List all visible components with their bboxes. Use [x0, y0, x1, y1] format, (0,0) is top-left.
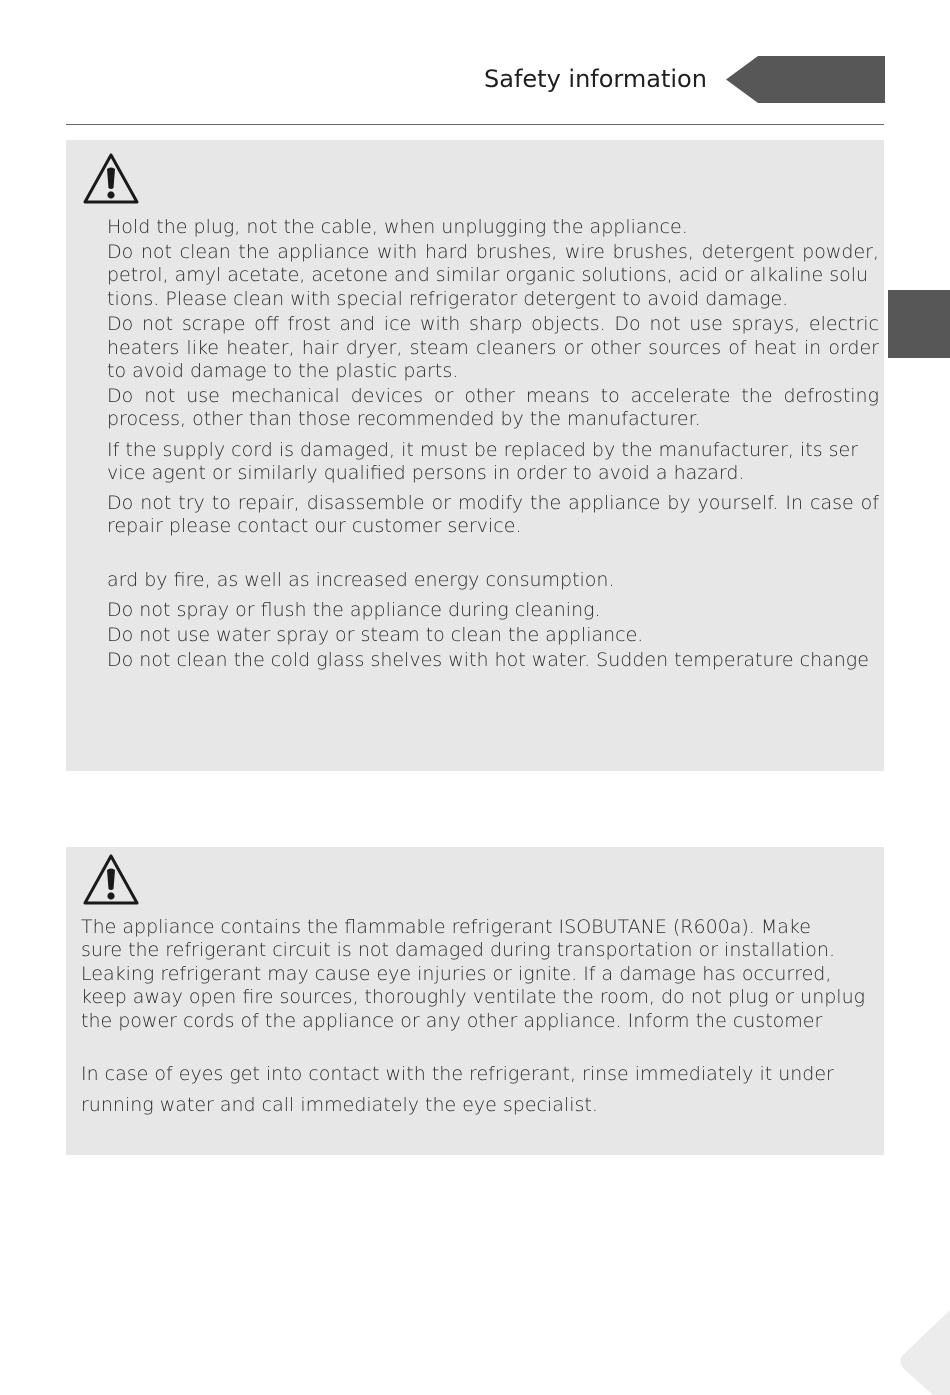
text-line: Leaking refrigerant may cause eye injuries or ignite. If a damage has occurred,: [81, 963, 832, 985]
chapter-tab-arrow: [726, 56, 885, 103]
text-line: petrol, amyl acetate, acetone and similar organic solutions, acid or alkaline solu: [107, 264, 869, 286]
text-line: Do not clean the appliance with hard brushes, wire brushes, detergent powder,: [107, 241, 879, 263]
text-line: Do not clean the cold glass shelves with hot water. Sudden temperature change: [107, 649, 869, 671]
text-line: Do not try to repair, disassemble or modify the appliance by yourself. In case of: [107, 492, 879, 514]
page-corner-decoration: [893, 1310, 950, 1395]
text-line: ard by fire, as well as increased energy consumption.: [107, 569, 615, 591]
text-line: sure the refrigerant circuit is not damaged during transportation or installation.: [81, 939, 835, 961]
text-line: Do not use water spray or steam to clean the appliance.: [107, 624, 644, 646]
warning-triangle-icon: [82, 152, 140, 206]
text-line: process, other than those recommended by the manufacturer.: [107, 408, 701, 430]
text-line: repair please contact our customer service.: [107, 515, 522, 537]
text-line: The appliance contains the flammable refrigerant ISOBUTANE (R600a). Make: [81, 916, 811, 938]
text-line: keep away open fire sources, thoroughly ventilate the room, do not plug or unplug: [81, 986, 866, 1008]
text-line: tions. Please clean with special refrigerator detergent to avoid damage.: [107, 288, 789, 310]
text-line: Do not use mechanical devices or other means to accelerate the defrosting: [107, 385, 879, 407]
text-line: running water and call immediately the eye specialist.: [81, 1094, 598, 1116]
header-divider: [66, 124, 884, 125]
text-line: heaters like heater, hair dryer, steam cleaners or other sources of heat in order: [107, 337, 879, 359]
text-line: Do not spray or flush the appliance during cleaning.: [107, 599, 601, 621]
text-line: Hold the plug, not the cable, when unplugging the appliance.: [107, 216, 688, 238]
refrigerant-warning-panel: [66, 847, 884, 1155]
text-line: If the supply cord is damaged, it must be replaced by the manufacturer, its ser: [107, 439, 859, 461]
text-line: to avoid damage to the plastic parts.: [107, 360, 459, 382]
text-line: In case of eyes get into contact with the refrigerant, rinse immediately it under: [81, 1063, 834, 1085]
side-thumb-tab: [888, 290, 950, 358]
text-line: vice agent or similarly qualified persons in order to avoid a hazard.: [107, 462, 745, 484]
warning-triangle-icon: [82, 853, 140, 907]
cleaning-warning-panel: [66, 140, 884, 771]
text-line: Do not scrape off frost and ice with sharp objects. Do not use sprays, electric: [107, 313, 879, 335]
text-line: the power cords of the appliance or any other appliance. Inform the customer: [81, 1010, 823, 1032]
page-title: Safety information: [484, 65, 707, 93]
